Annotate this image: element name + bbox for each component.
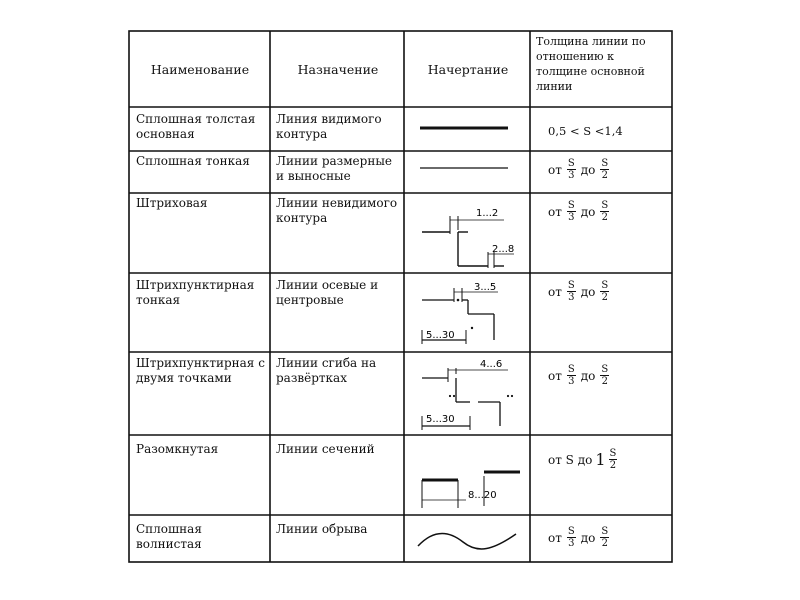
row-6-thickness xyxy=(548,448,619,471)
from-word: от xyxy=(548,530,562,545)
from-word: от xyxy=(548,204,562,219)
dim-label-1: 4...6 xyxy=(480,359,503,370)
frac-den: 2 xyxy=(601,292,608,303)
to-word: до xyxy=(580,530,596,545)
row-4-name: Штрихпунктирная тонкая xyxy=(136,278,255,307)
frac-den: 2 xyxy=(601,376,608,387)
to-word: до xyxy=(580,368,596,383)
fraction-s-2 xyxy=(600,364,609,387)
row-7-purpose: Линии обрыва xyxy=(276,522,368,536)
row-5-thickness xyxy=(548,364,611,387)
frac-den: 2 xyxy=(601,212,608,223)
dim-label-2: 2...8 xyxy=(492,244,515,255)
to-word: до xyxy=(580,162,596,177)
row-4-thickness xyxy=(548,280,611,303)
row-3-thickness xyxy=(548,200,611,223)
from-word: от xyxy=(548,368,562,383)
open-section-line-symbol xyxy=(408,436,528,514)
dim-label-2: 5...30 xyxy=(426,414,455,425)
wavy-line-symbol xyxy=(408,516,528,562)
frac-den: 3 xyxy=(568,212,575,223)
frac-num: S xyxy=(567,526,575,537)
dashed-line-symbol xyxy=(408,194,528,272)
header-drawing: Начертание xyxy=(427,62,509,77)
header-thickness: Толщина линии по отношению к толщине основной линии xyxy=(536,35,646,93)
solid-thick-line-symbol xyxy=(408,110,528,150)
frac-num: S xyxy=(601,364,609,375)
row-2-thickness xyxy=(548,158,611,181)
line-types-table xyxy=(128,30,673,563)
frac-den: 3 xyxy=(568,292,575,303)
from-word: от xyxy=(548,162,562,177)
row-6-purpose: Линии сечений xyxy=(276,442,375,456)
dash-double-dot-line-symbol xyxy=(408,354,528,434)
fraction-s-3 xyxy=(567,526,576,549)
solid-thin-line-symbol xyxy=(408,152,528,192)
row-3-name: Штриховая xyxy=(136,196,208,210)
frac-den: 2 xyxy=(601,170,608,181)
frac-den: 2 xyxy=(609,460,617,471)
frac-num: S xyxy=(601,280,609,291)
row-2-purpose: Линии размерные и выносные xyxy=(276,154,392,183)
header-name: Наименование xyxy=(150,62,250,77)
dim-label-2: 5...30 xyxy=(426,330,455,341)
row-6-name: Разомкнутая xyxy=(136,442,219,456)
fraction-s-2 xyxy=(600,158,609,181)
fraction-s-3 xyxy=(567,200,576,223)
frac-den: 3 xyxy=(568,376,575,387)
row-1-name: Сплошная толстая основная xyxy=(136,112,256,141)
frac-den: 3 xyxy=(568,538,575,549)
whole-number: 1 xyxy=(595,450,606,469)
from-to-words: от S до xyxy=(548,452,593,467)
frac-den: 3 xyxy=(568,170,575,181)
fraction-s-2 xyxy=(600,526,609,549)
frac-num: S xyxy=(567,280,575,291)
row-7-thickness xyxy=(548,526,611,549)
row-3-purpose: Линии невидимого контура xyxy=(276,196,398,225)
fraction-s-3 xyxy=(567,364,576,387)
from-word: от xyxy=(548,284,562,299)
row-5-name: Штрихпунктирная с двумя точками xyxy=(136,356,265,385)
frac-num: S xyxy=(601,200,609,211)
frac-num: S xyxy=(609,448,617,459)
row-2-name: Сплошная тонкая xyxy=(136,154,250,168)
frac-num: S xyxy=(567,158,575,169)
dash-dot-line-symbol xyxy=(408,274,528,352)
row-4-purpose: Линии осевые и центровые xyxy=(276,278,379,307)
to-word: до xyxy=(580,204,596,219)
row-1-thickness: 0,5 < S <1,4 xyxy=(548,124,623,138)
row-5-purpose: Линии сгиба на развёртках xyxy=(276,356,377,385)
fraction-s-2 xyxy=(609,448,618,471)
fraction-s-3 xyxy=(567,158,576,181)
frac-num: S xyxy=(567,200,575,211)
to-word: до xyxy=(580,284,596,299)
frac-den: 2 xyxy=(601,538,608,549)
dim-label-1: 1...2 xyxy=(476,208,499,219)
fraction-s-2 xyxy=(600,200,609,223)
dim-label-1: 3...5 xyxy=(474,282,497,293)
fraction-s-3 xyxy=(567,280,576,303)
frac-num: S xyxy=(567,364,575,375)
row-1-purpose: Линия видимого контура xyxy=(276,112,382,141)
header-purpose: Назначение xyxy=(297,62,379,77)
frac-num: S xyxy=(601,158,609,169)
dim-label-1: 8...20 xyxy=(468,490,497,501)
row-7-name: Сплошная волнистая xyxy=(136,522,202,551)
fraction-s-2 xyxy=(600,280,609,303)
frac-num: S xyxy=(601,526,609,537)
